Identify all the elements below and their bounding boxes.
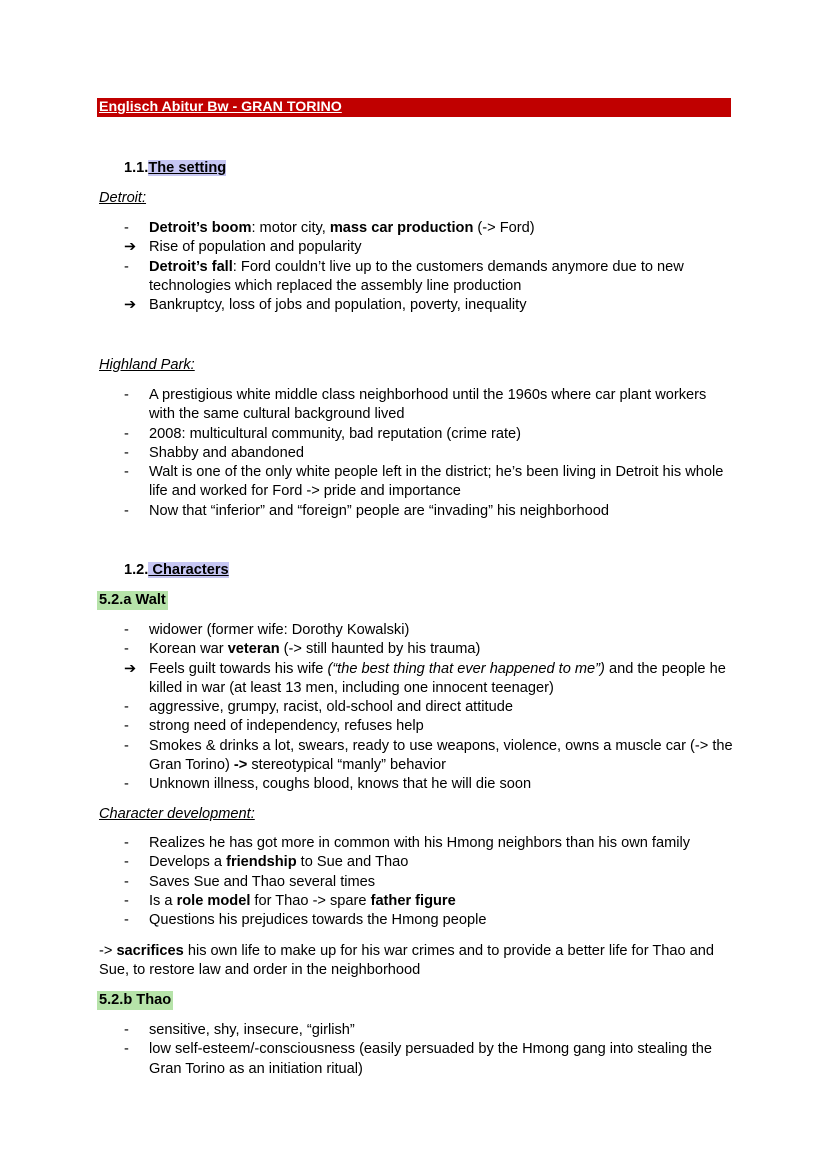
list-item xyxy=(124,219,734,238)
list-item xyxy=(124,660,734,699)
list-item xyxy=(124,911,734,930)
text: Feels guilt towards his wife xyxy=(149,660,328,677)
text: stereotypical “manly” behavior xyxy=(247,757,447,774)
text: Realizes he has got more in common with his Hmong neighbors than his own family xyxy=(149,835,691,851)
list-item xyxy=(124,258,734,297)
subheading-detroit: Detroit: xyxy=(99,190,147,206)
list-item xyxy=(124,621,734,640)
dash-marker: - xyxy=(124,258,129,275)
dash-marker: - xyxy=(124,387,129,403)
text: : Ford couldn’t live up to the customers demands anymore due to new technologies which replaced the assembly line production xyxy=(149,258,684,294)
section-title: Characters xyxy=(148,562,229,578)
dash-marker: - xyxy=(124,835,129,851)
list-item xyxy=(124,463,734,502)
text: Rise of population and popularity xyxy=(149,239,362,256)
list-item xyxy=(124,238,734,257)
dash-marker: - xyxy=(124,622,129,638)
dash-marker: - xyxy=(124,737,129,754)
dash-marker: - xyxy=(124,641,129,658)
bold-term: father figure xyxy=(370,892,456,909)
dash-marker: - xyxy=(124,892,129,909)
text: his own life to make up for his war crimes and to provide a better life for Thao and Sue, to restore law and order in the neighborhood xyxy=(99,943,715,979)
text: Walt is one of the only white people left in the district; he’s been living in Detroit his whole life and worked for Ford -> pride and importance xyxy=(149,464,724,500)
text: Shabby and abandoned xyxy=(149,444,305,461)
section-number: 1.2. xyxy=(124,562,149,578)
text: to Sue and Thao xyxy=(296,854,409,871)
list-item xyxy=(124,717,734,736)
list-item xyxy=(124,873,734,892)
dash-marker: - xyxy=(124,718,129,735)
list-item xyxy=(124,386,734,425)
text: Now that “inferior” and “foreign” people are “invading” his neighborhood xyxy=(149,502,609,519)
text: Smokes & drinks a lot, swears, ready to use weapons, violence, owns a muscle car (-> the Gran Torino) xyxy=(149,737,733,774)
list-item xyxy=(124,296,734,315)
document-title: Englisch Abitur Bw - GRAN TORINO xyxy=(97,98,731,117)
text: aggressive, grumpy, racist, old-school and direct attitude xyxy=(149,699,513,716)
section-heading-characters xyxy=(124,561,229,580)
text: A prestigious white middle class neighborhood until the 1960s where car plant workers with the same cultural background lived xyxy=(149,387,707,423)
text: Is a xyxy=(149,892,177,909)
dash-marker: - xyxy=(124,873,129,890)
text: Korean war xyxy=(149,641,228,658)
text: and the people he killed in war (at least 13 men, including one innocent teenager) xyxy=(149,660,726,696)
list-item xyxy=(124,444,734,463)
list-item xyxy=(124,502,734,521)
highland-list xyxy=(124,386,734,521)
text: for Thao -> spare xyxy=(250,892,371,909)
list-item xyxy=(124,698,734,717)
dash-marker: - xyxy=(124,444,129,461)
bold-term: veteran xyxy=(227,641,280,658)
list-item xyxy=(124,834,734,853)
dash-marker: - xyxy=(124,1022,129,1038)
text: Unknown illness, coughs blood, knows that he will die soon xyxy=(149,776,532,793)
list-item xyxy=(124,853,734,872)
text: low self-esteem/-consciousness (easily persuaded by the Hmong gang into stealing the Gran Torino as an initiation ritual) xyxy=(149,1041,712,1077)
arrow-marker: ➔ xyxy=(124,239,137,256)
subheading-thao: 5.2.b Thao xyxy=(99,992,172,1008)
text: widower (former wife: Dorothy Kowalski) xyxy=(149,622,410,638)
text: (-> Ford) xyxy=(473,220,535,236)
subheading-character-development: Character development: xyxy=(99,806,255,822)
quote: (“the best thing that ever happened to me”) xyxy=(327,660,605,677)
dash-marker: - xyxy=(124,220,129,236)
development-list xyxy=(124,834,734,930)
text: strong need of independency, refuses help xyxy=(149,718,424,735)
list-item xyxy=(124,775,734,794)
bold-term: -> xyxy=(233,757,248,774)
dash-marker: - xyxy=(124,699,129,716)
text: 2008: multicultural community, bad reputation (crime rate) xyxy=(149,425,522,442)
list-item xyxy=(124,1021,734,1040)
arrow-marker: ➔ xyxy=(124,297,137,314)
text: -> xyxy=(99,943,117,959)
bold-term: Detroit’s boom xyxy=(149,220,252,236)
text: Develops a xyxy=(149,854,227,871)
bold-term: sacrifices xyxy=(116,943,184,959)
list-item xyxy=(124,640,734,659)
section-heading-setting xyxy=(124,159,226,178)
thao-list xyxy=(124,1021,734,1079)
list-item xyxy=(124,1040,734,1079)
detroit-list xyxy=(124,219,734,315)
walt-summary xyxy=(99,942,729,981)
text: Saves Sue and Thao several times xyxy=(149,873,376,890)
arrow-marker: ➔ xyxy=(124,660,137,677)
bold-term: mass car production xyxy=(329,220,474,236)
bold-term: role model xyxy=(176,892,251,909)
dash-marker: - xyxy=(124,502,129,519)
list-item xyxy=(124,892,734,911)
text: Questions his prejudices towards the Hmong people xyxy=(149,912,487,929)
bold-term: Detroit’s fall xyxy=(149,258,233,275)
text: sensitive, shy, insecure, “girlish” xyxy=(149,1022,355,1038)
dash-marker: - xyxy=(124,912,129,929)
dash-marker: - xyxy=(124,1041,129,1058)
subheading-walt: 5.2.a Walt xyxy=(99,592,166,608)
dash-marker: - xyxy=(124,425,129,442)
dash-marker: - xyxy=(124,776,129,793)
subheading-highland-park: Highland Park: xyxy=(99,357,195,373)
text: : motor city, xyxy=(251,220,330,236)
list-item xyxy=(124,425,734,444)
dash-marker: - xyxy=(124,464,129,481)
text: Bankruptcy, loss of jobs and population, poverty, inequality xyxy=(149,297,527,314)
section-number: 1.1. xyxy=(124,160,149,176)
bold-term: friendship xyxy=(226,854,297,871)
dash-marker: - xyxy=(124,854,129,871)
walt-list xyxy=(124,621,734,795)
list-item xyxy=(124,737,734,776)
text: (-> still haunted by his trauma) xyxy=(279,641,481,658)
section-title: The setting xyxy=(148,160,227,176)
